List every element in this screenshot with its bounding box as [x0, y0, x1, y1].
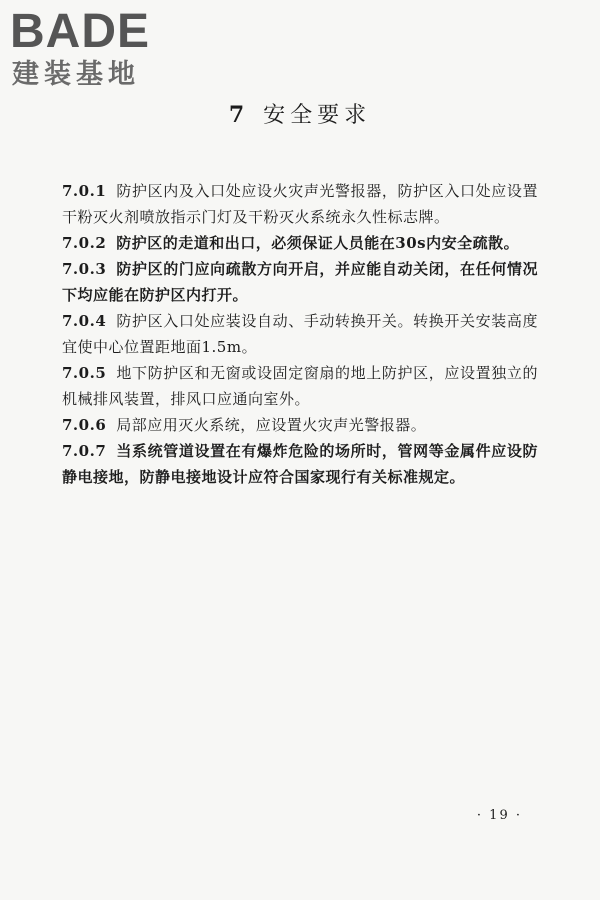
clause-text: 局部应用灭火系统，应设置火灾声光警报器。: [116, 416, 427, 434]
clause-number: 7.0.2: [62, 234, 107, 252]
page-number: · 19 ·: [476, 808, 522, 823]
clause-text: 防护区的门应向疏散方向开启，并应能自动关闭，在任何情况下均应能在防护区内打开。: [62, 260, 538, 304]
clause-text: 防护区的走道和出口，必须保证人员能在30s内安全疏散。: [116, 234, 520, 252]
clause-number: 7.0.5: [62, 364, 107, 382]
clause-text: 防护区入口处应装设自动、手动转换开关。转换开关安装高度宜使中心位置距地面1.5m。: [62, 312, 538, 356]
clause-number: 7.0.7: [62, 442, 107, 460]
clause-list: [62, 178, 538, 490]
chapter-title: [0, 100, 600, 131]
clause-7-0-2: [62, 230, 538, 256]
clause-text: 防护区内及入口处应设火灾声光警报器，防护区入口处应设置干粉灭火剂喷放指示门灯及干粉灭火系统永久性标志牌。: [62, 182, 538, 226]
clause-7-0-6: [62, 412, 538, 438]
clause-number: 7.0.4: [62, 312, 107, 330]
chapter-number: 7: [228, 102, 250, 128]
clause-7-0-7: [62, 438, 538, 490]
logo-subtitle: 建装基地: [12, 59, 140, 90]
chapter-title-text: 安全要求: [263, 103, 372, 128]
logo-wordmark: BADE: [10, 5, 151, 58]
clause-text: 地下防护区和无窗或设固定窗扇的地上防护区，应设置独立的机械排风装置，排风口应通向室外。: [62, 364, 538, 408]
clause-7-0-5: [62, 360, 538, 412]
clause-number: 7.0.1: [62, 182, 107, 200]
clause-number: 7.0.6: [62, 416, 107, 434]
clause-number: 7.0.3: [62, 260, 107, 278]
clause-text: 当系统管道设置在有爆炸危险的场所时，管网等金属件应设防静电接地，防静电接地设计应符合国家现行有关标准规定。: [62, 442, 538, 486]
clause-7-0-3: [62, 256, 538, 308]
bade-logo: [10, 6, 180, 94]
clause-7-0-1: [62, 178, 538, 230]
clause-7-0-4: [62, 308, 538, 360]
